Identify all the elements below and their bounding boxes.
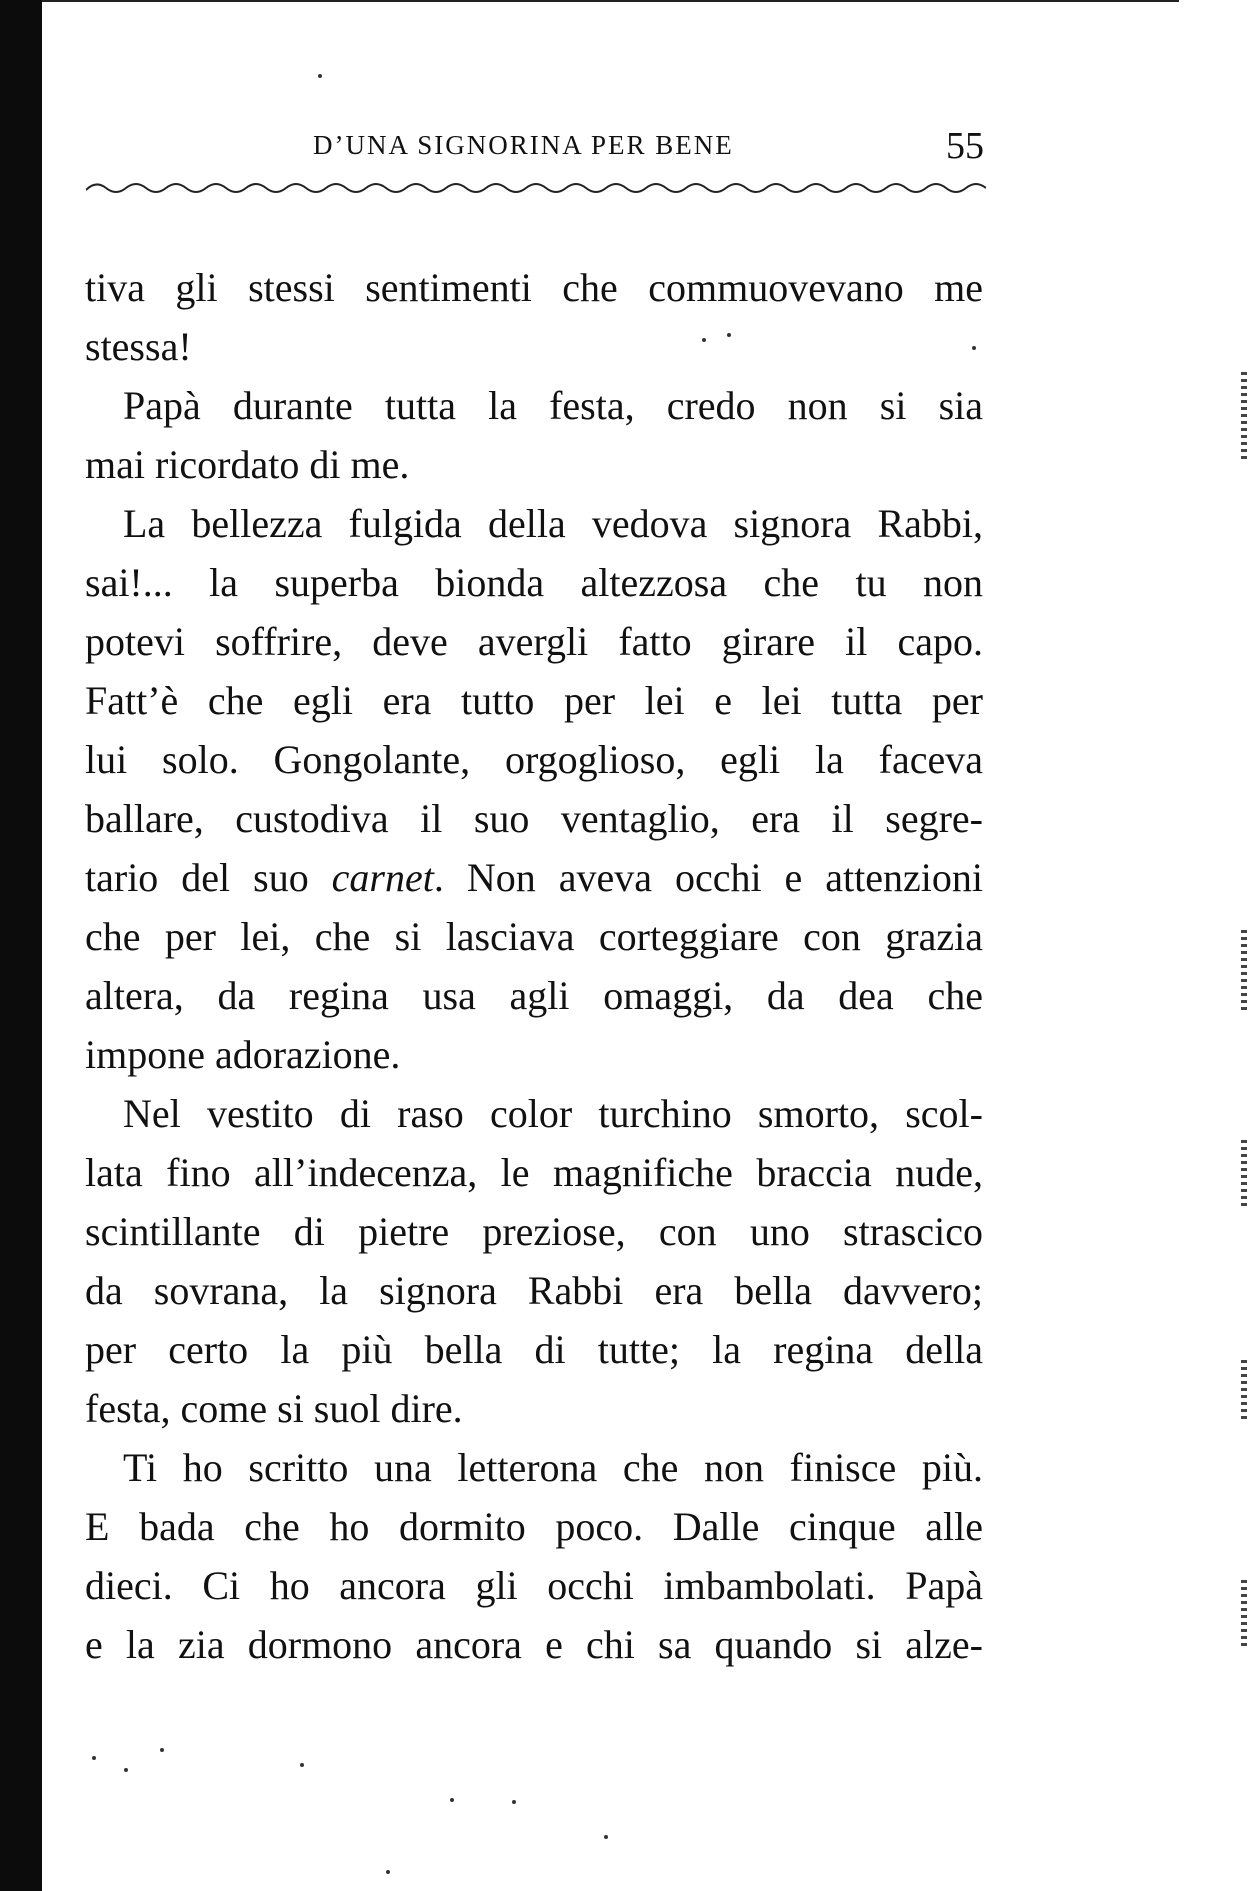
text-line: che per lei, che si lasciava corteggiare con grazia: [85, 914, 983, 959]
page-edge-noise: [1241, 372, 1247, 462]
text-line: festa, come si suol dire.: [85, 1386, 463, 1431]
body-text: [85, 258, 983, 1674]
paragraph-2: [85, 376, 983, 494]
text-line: Fatt’è che egli era tutto per lei e lei tutta per: [85, 678, 983, 723]
text-line: impone adorazione.: [85, 1032, 401, 1077]
text-line: ballare, custodiva il suo ventaglio, era il segre-: [85, 796, 983, 841]
text-line: Ti ho scritto una letterona che non finisce più.: [123, 1445, 983, 1490]
text-line: sai!... la superba bionda altezzosa che tu non: [85, 560, 983, 605]
text-line: stessa!: [85, 324, 192, 369]
text-line: mai ricordato di me.: [85, 442, 410, 487]
paragraph-4: [85, 1084, 983, 1438]
running-head-title: D’UNA SIGNORINA PER BENE: [313, 130, 734, 160]
wavy-rule-ornament: [86, 176, 986, 200]
text-line: altera, da regina usa agli omaggi, da dea che: [85, 973, 983, 1018]
text-line-with-italic: tario del suo carnet. Non aveva occhi e attenzioni: [85, 855, 983, 900]
text-line: da sovrana, la signora Rabbi era bella davvero;: [85, 1268, 983, 1313]
page-edge-noise: [1241, 1580, 1247, 1650]
paragraph-1: [85, 258, 983, 376]
text-line: e la zia dormono ancora e chi sa quando si alze-: [85, 1622, 983, 1667]
paragraph-5: [85, 1438, 983, 1674]
text-line: dieci. Ci ho ancora gli occhi imbambolati. Papà: [85, 1563, 983, 1608]
italic-word: carnet: [331, 855, 434, 900]
text-line: Papà durante tutta la festa, credo non si sia: [123, 383, 983, 428]
top-edge-rule: [42, 0, 1179, 5]
text-line: scintillante di pietre preziose, con uno strascico: [85, 1209, 983, 1254]
paragraph-3: [85, 494, 983, 1084]
page-edge-noise: [1241, 1140, 1247, 1210]
text-line: potevi soffrire, deve avergli fatto girare il capo.: [85, 619, 983, 664]
text-line: per certo la più bella di tutte; la regina della: [85, 1327, 983, 1372]
page-edge-noise: [1241, 1360, 1247, 1420]
text-line: lui solo. Gongolante, orgoglioso, egli la faceva: [85, 737, 983, 782]
page-number: 55: [946, 125, 984, 167]
text-line: tiva gli stessi sentimenti che commuovevano me: [85, 265, 983, 310]
text-line: Nel vestito di raso color turchino smorto, scol-: [123, 1091, 983, 1136]
text-line: lata fino all’indecenza, le magnifiche braccia nude,: [85, 1150, 983, 1195]
text-line: La bellezza fulgida della vedova signora Rabbi,: [123, 501, 983, 546]
running-head: [0, 124, 1249, 167]
book-spine-shadow: [0, 0, 42, 1891]
page-edge-noise: [1241, 930, 1247, 1010]
text-line: E bada che ho dormito poco. Dalle cinque alle: [85, 1504, 983, 1549]
